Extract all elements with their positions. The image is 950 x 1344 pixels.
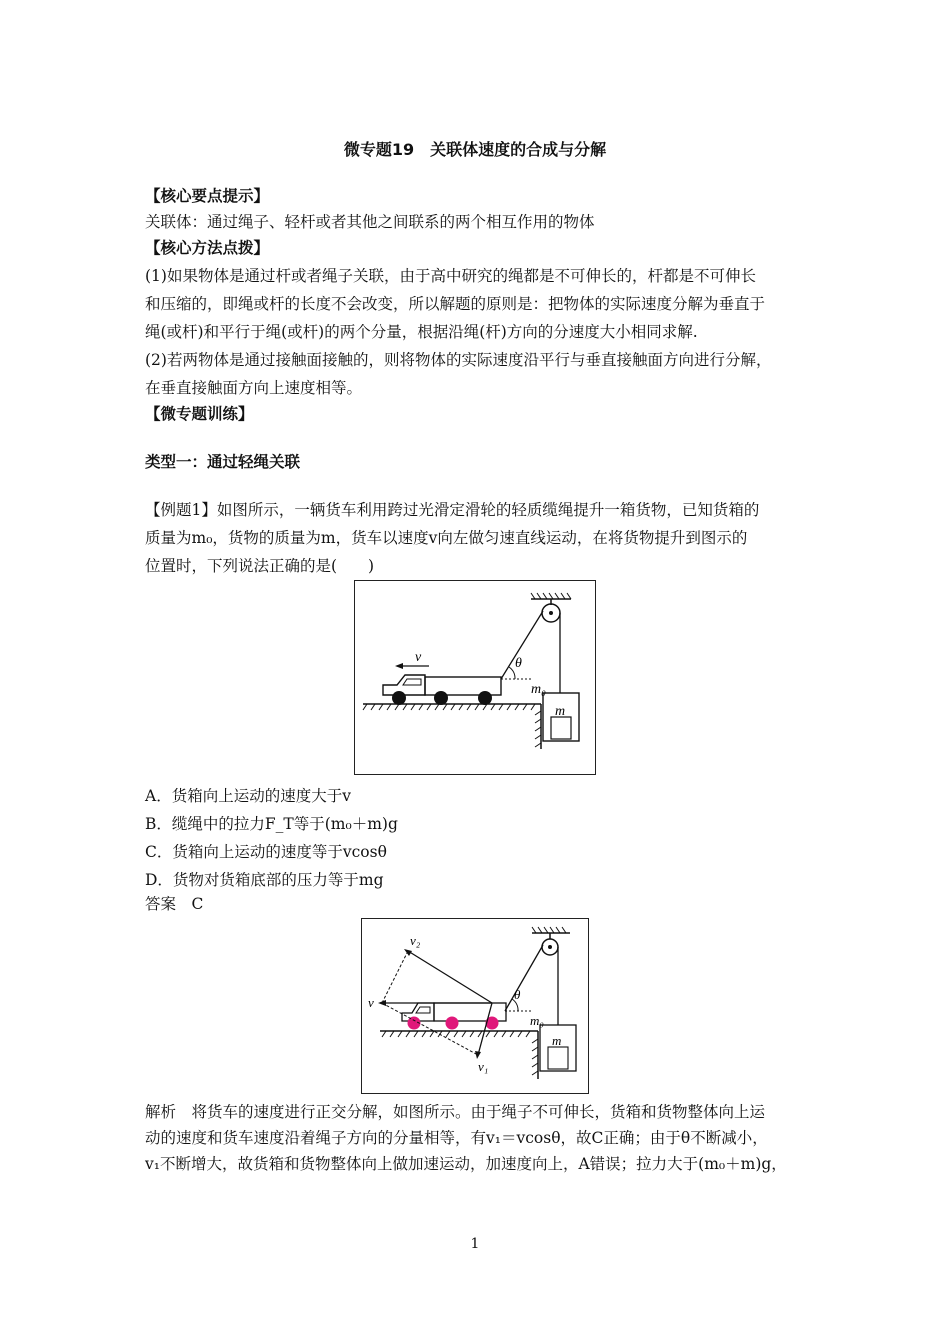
option-c: C．货箱向上运动的速度等于vcosθ — [145, 843, 387, 861]
analysis-line3: v₁不断增大，故货箱和货物整体向上做加速运动，加速度向上，A错误；拉力大于(m₀＋m)g， — [145, 1155, 787, 1173]
cargo-mass-label: m — [555, 704, 566, 719]
velocity-label: v — [415, 650, 422, 665]
option-a: A．货箱向上运动的速度大于v — [145, 787, 351, 805]
figure-velocity-decomposition — [361, 918, 589, 1094]
option-d: D．货物对货箱底部的压力等于mg — [145, 871, 384, 889]
method-p1-line3: 绳(或杆)和平行于绳(或杆)的两个分量，根据沿绳(杆)方向的分速度大小相同求解. — [145, 323, 698, 341]
box-mass-label-2: m₀ — [530, 1013, 544, 1028]
cargo-mass-label-2: m — [552, 1033, 562, 1048]
figure-truck-pulley — [354, 580, 596, 775]
analysis-line2: 动的速度和货车速度沿着绳子方向的分量相等，有v₁＝vcosθ，故C正确；由于θ不断减小， — [145, 1129, 768, 1147]
option-b: B．缆绳中的拉力F_T等于(m₀＋m)g — [145, 815, 398, 833]
method-p2-line2: 在垂直接触面方向上速度相等。 — [145, 379, 363, 397]
theta-label: θ — [515, 656, 522, 671]
key-points-text: 关联体：通过绳子、轻杆或者其他之间联系的两个相互作用的物体 — [145, 213, 595, 231]
example-line1: 【例题1】如图所示，一辆货车利用跨过光滑定滑轮的轻质缆绳提升一箱货物，已知货箱的 — [145, 501, 760, 519]
page-title: 微专题19 关联体速度的合成与分解 — [343, 140, 607, 159]
section-heading-key-points: 【核心要点提示】 — [145, 187, 270, 205]
type-heading: 类型一：通过轻绳关联 — [145, 453, 301, 471]
analysis-line1: 解析 将货车的速度进行正交分解，如图所示。由于绳子不可伸长，货箱和货物整体向上运 — [145, 1103, 766, 1121]
method-p2-line1: (2)若两物体是通过接触面接触的，则将物体的实际速度沿平行与垂直接触面方向进行分解， — [145, 351, 772, 369]
box-mass-label: m₀ — [531, 682, 546, 697]
v-label: v — [368, 995, 374, 1010]
answer: 答案 C — [145, 895, 204, 913]
example-line2: 质量为m₀，货物的质量为m，货车以速度v向左做匀速直线运动，在将货物提升到图示的 — [145, 529, 748, 547]
section-heading-training: 【微专题训练】 — [145, 405, 254, 423]
v1-label: v₁ — [478, 1059, 489, 1074]
method-p1-line1: (1)如果物体是通过杆或者绳子关联，由于高中研究的绳都是不可伸长的，杆都是不可伸长 — [145, 267, 756, 285]
example-line3: 位置时，下列说法正确的是( ) — [145, 557, 375, 575]
page-number: 1 — [470, 1236, 480, 1252]
v2-label: v₂ — [410, 933, 421, 948]
section-heading-method: 【核心方法点拨】 — [145, 239, 270, 257]
theta-label-2: θ — [514, 987, 521, 1002]
method-p1-line2: 和压缩的，即绳或杆的长度不会改变，所以解题的原则是：把物体的实际速度分解为垂直于 — [145, 295, 766, 313]
